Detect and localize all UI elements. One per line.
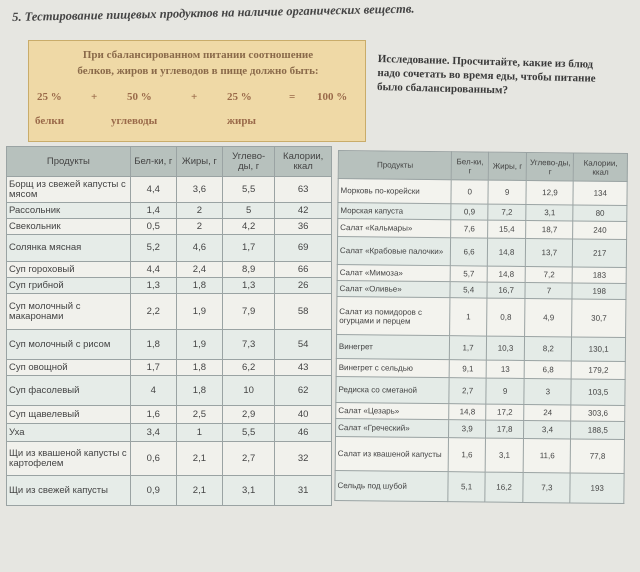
macro-fats: жиры [227,115,257,127]
value-cell: 1,4 [130,203,176,219]
table-salads [334,150,628,504]
value-cell: 3 [524,378,571,404]
value-cell: 1,9 [176,294,222,330]
value-cell: 4,2 [222,219,274,235]
ratio-row [29,91,365,111]
table-row [337,237,626,268]
column-header: Продукты [338,151,452,180]
value-cell: 43 [275,360,332,376]
value-cell: 2,4 [176,262,222,278]
value-cell: 13,7 [526,238,573,266]
value-cell: 77,8 [571,439,625,474]
product-name-cell: Борщ из свежей капусты с мясом [7,177,131,203]
column-header: Углево-ды, г [527,152,574,180]
note-line-2: белков, жиров и углеводов в пище должно быть: [77,65,319,77]
value-cell: 2,2 [130,294,176,330]
value-cell: 1,7 [130,360,176,376]
value-cell: 69 [275,235,332,262]
value-cell: 3,1 [222,476,274,506]
table-header-row [7,147,332,177]
note-text [37,47,359,79]
value-cell: 40 [275,406,332,424]
product-name-cell: Щи из квашеной капусты с картофелем [7,442,131,476]
table-row [336,334,625,361]
table-row [7,294,332,330]
value-cell: 6,8 [524,360,571,378]
table-row [7,219,332,235]
value-cell: 8,9 [222,262,274,278]
product-name-cell: Сельдь под шубой [335,470,449,501]
value-cell: 7,6 [451,220,488,238]
value-cell: 5,2 [130,235,176,262]
value-cell: 31 [275,476,332,506]
value-cell: 46 [275,424,332,442]
value-cell: 54 [275,330,332,360]
value-cell: 2,9 [222,406,274,424]
value-cell: 80 [573,205,627,222]
value-cell: 1,7 [222,235,274,262]
value-cell: 3,9 [449,420,486,438]
value-cell: 18,7 [526,220,573,238]
value-cell: 3,4 [524,420,571,438]
product-name-cell: Салат «Греческий» [335,418,449,437]
value-cell: 1 [450,298,487,336]
value-cell: 5,5 [222,424,274,442]
product-name-cell: Суп фасолевый [7,376,131,406]
value-cell: 24 [524,404,571,420]
ratio-plus-1: + [91,91,98,103]
value-cell: 5,4 [450,282,487,298]
research-task: Исследование. Просчитайте, какие из блюд надо сочетать во время еды, чтобы питание было сбалансированным? [376,52,596,97]
macro-carbs: углеводы [111,115,158,127]
note-line-1: При сбалансированном питании соотношение [82,49,314,61]
value-cell: 3,6 [176,177,222,203]
value-cell: 17,2 [486,404,525,420]
product-name-cell: Свекольник [7,219,131,235]
value-cell: 7,2 [525,266,572,282]
value-cell: 30,7 [572,299,626,338]
value-cell: 36 [275,219,332,235]
product-name-cell: Суп грибной [7,278,131,294]
product-name-cell: Суп гороховый [7,262,131,278]
product-name-cell: Салат «Цезарь» [336,402,450,419]
value-cell: 7,2 [488,204,527,220]
value-cell: 10,3 [486,336,525,360]
value-cell: 3,1 [485,438,524,472]
value-cell: 0,9 [130,476,176,506]
value-cell: 0,9 [451,204,488,220]
macro-row [29,115,365,135]
column-header: Калории, ккал [275,147,332,177]
value-cell: 12,9 [526,180,573,204]
value-cell: 16,2 [485,472,524,502]
value-cell: 0 [451,180,488,204]
value-cell: 217 [573,239,627,268]
value-cell: 63 [275,177,332,203]
value-cell: 10 [222,376,274,406]
value-cell: 1,8 [176,360,222,376]
product-name-cell: Щи из свежей капусты [7,476,131,506]
value-cell: 1,3 [130,278,176,294]
product-name-cell: Суп овощной [7,360,131,376]
value-cell: 9 [486,378,525,404]
value-cell: 1,8 [176,278,222,294]
value-cell: 14,8 [487,266,526,282]
value-cell: 4,4 [130,177,176,203]
value-cell: 3,1 [526,204,573,220]
value-cell: 193 [570,473,624,504]
value-cell: 66 [275,262,332,278]
product-name-cell: Редиска со сметаной [336,376,450,403]
product-name-cell: Салат из помидоров с огурцами и перцем [337,296,451,335]
product-name-cell: Салат «Мимоза» [337,264,451,281]
value-cell: 58 [275,294,332,330]
value-cell: 4,4 [130,262,176,278]
value-cell: 7 [525,282,572,298]
column-header: Жиры, г [488,152,527,180]
value-cell: 14,8 [449,404,486,420]
product-name-cell: Уха [7,424,131,442]
value-cell: 4,6 [176,235,222,262]
value-cell: 240 [573,221,627,240]
column-header: Продукты [7,147,131,177]
value-cell: 0,6 [130,442,176,476]
value-cell: 8,2 [525,336,572,360]
product-name-cell: Морковь по-корейски [338,179,452,204]
value-cell: 15,4 [487,220,526,238]
table-soups [6,146,332,506]
value-cell: 9 [488,180,527,204]
value-cell: 0,5 [130,219,176,235]
value-cell: 1,6 [130,406,176,424]
value-cell: 11,6 [524,438,571,472]
nutrition-ratio-note [28,40,366,142]
product-name-cell: Салат «Крабовые палочки» [337,237,451,266]
column-header: Углево-ды, г [222,147,274,177]
value-cell: 6,6 [451,238,488,266]
value-cell: 179,2 [572,361,626,380]
value-cell: 2,5 [176,406,222,424]
product-name-cell: Суп молочный с рисом [7,330,131,360]
value-cell: 5,1 [448,472,485,502]
product-name-cell: Суп молочный с макаронами [7,294,131,330]
value-cell: 9,1 [450,360,487,378]
table-row [7,476,332,506]
value-cell: 2 [176,219,222,235]
value-cell: 134 [573,181,627,206]
column-header: Бел-ки, г [452,152,489,180]
table-row [7,406,332,424]
ratio-carbs: 50 % [127,91,152,103]
value-cell: 7,3 [222,330,274,360]
ratio-total: 100 % [317,91,348,103]
value-cell: 2,7 [222,442,274,476]
table-row [7,177,332,203]
macro-protein: белки [35,115,65,127]
product-name-cell: Винегрет [336,334,450,359]
table-row [7,360,332,376]
product-name-cell: Салат «Оливье» [337,280,451,297]
table-row [7,203,332,219]
value-cell: 5 [222,203,274,219]
ratio-plus-2: + [191,91,198,103]
table-row [335,436,624,473]
ratio-equals: = [289,91,296,103]
section-title: 5. Тестирование пищевых продуктов на наличие органических веществ. [12,1,415,24]
product-name-cell: Рассольник [7,203,131,219]
table-row [7,235,332,262]
value-cell: 1,8 [176,376,222,406]
product-name-cell: Салат «Кальмары» [338,219,452,238]
table-row [338,179,627,206]
value-cell: 183 [573,267,627,284]
value-cell: 0,8 [486,298,525,336]
value-cell: 26 [275,278,332,294]
ratio-fats: 25 % [227,91,252,103]
value-cell: 130,1 [572,337,626,362]
value-cell: 7,9 [222,294,274,330]
value-cell: 303,6 [571,405,625,422]
product-name-cell: Морская капуста [338,203,452,220]
table-row [336,376,625,405]
table-header-row [338,151,627,182]
product-name-cell: Солянка мясная [7,235,131,262]
value-cell: 1 [176,424,222,442]
table-row [7,330,332,360]
value-cell: 3,4 [130,424,176,442]
table-row [7,262,332,278]
value-cell: 42 [275,203,332,219]
value-cell: 6,2 [222,360,274,376]
table-row [7,442,332,476]
value-cell: 5,5 [222,177,274,203]
value-cell: 1,9 [176,330,222,360]
value-cell: 2 [176,203,222,219]
product-name-cell: Винегрет с сельдью [336,358,450,377]
value-cell: 2,1 [176,442,222,476]
value-cell: 1,8 [130,330,176,360]
table-row [337,296,626,337]
value-cell: 188,5 [571,421,625,440]
value-cell: 62 [275,376,332,406]
value-cell: 2,7 [449,378,486,404]
product-name-cell: Салат из квашеной капусты [335,436,449,471]
value-cell: 32 [275,442,332,476]
value-cell: 1,3 [222,278,274,294]
value-cell: 198 [572,283,626,300]
table-row [7,376,332,406]
value-cell: 5,7 [451,266,488,282]
column-header: Калории, ккал [574,153,628,182]
column-header: Жиры, г [176,147,222,177]
value-cell: 14,8 [487,238,526,266]
product-name-cell: Суп щавелевый [7,406,131,424]
value-cell: 2,1 [176,476,222,506]
value-cell: 16,7 [487,282,526,298]
value-cell: 4,9 [525,298,572,336]
column-header: Бел-ки, г [130,147,176,177]
ratio-protein: 25 % [37,91,62,103]
table-row [7,424,332,442]
value-cell: 4 [130,376,176,406]
value-cell: 103,5 [571,379,625,406]
value-cell: 13 [486,360,525,378]
table-row [7,278,332,294]
value-cell: 1,6 [449,438,486,472]
value-cell: 7,3 [523,472,570,502]
value-cell: 17,8 [485,420,524,438]
value-cell: 1,7 [450,336,487,360]
table-row [335,470,624,503]
